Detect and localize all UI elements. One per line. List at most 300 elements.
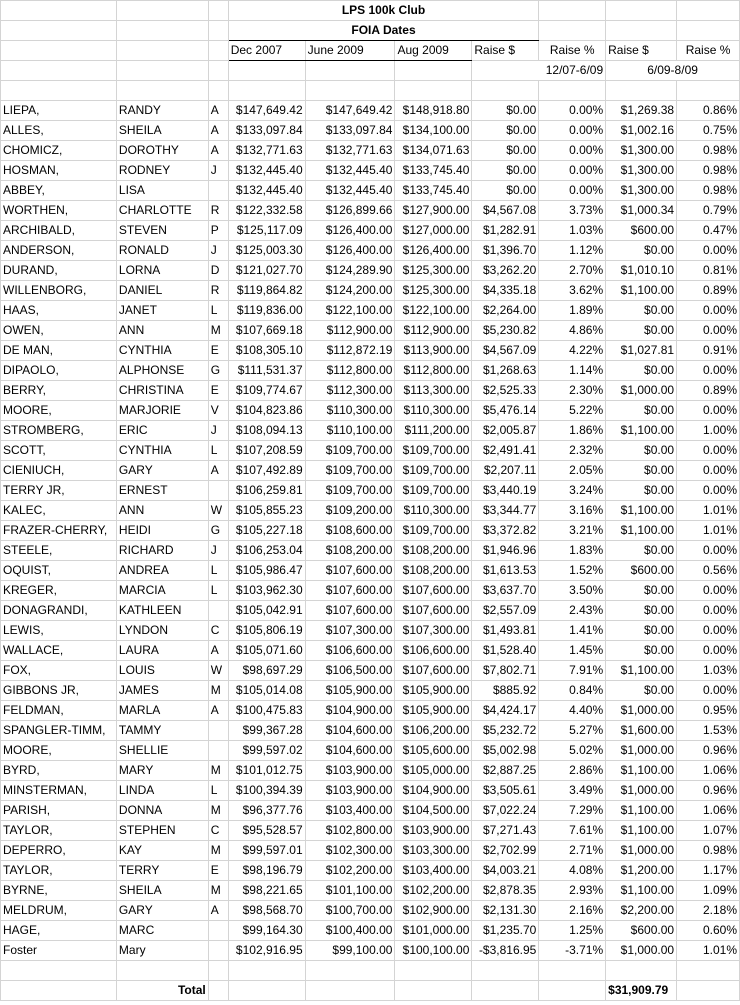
first-name: TERRY: [116, 861, 208, 881]
salary-dec-2007: $105,042.91: [228, 601, 305, 621]
raise-percent-2: 0.00%: [677, 681, 740, 701]
raise-percent-1: 5.02%: [539, 741, 606, 761]
subtitle-row: [1, 21, 740, 41]
last-name: FRAZER-CHERRY,: [1, 521, 117, 541]
middle-initial: A: [208, 121, 228, 141]
sheet-title: LPS 100k Club: [228, 1, 539, 21]
raise-amount-1: $5,002.98: [472, 741, 539, 761]
raise-amount-1: $2,131.30: [472, 901, 539, 921]
raise-percent-2: 0.98%: [677, 141, 740, 161]
salary-june-2009: $104,600.00: [305, 741, 395, 761]
header-raise-percent-2: Raise %: [677, 41, 740, 61]
table-row: [1, 861, 740, 881]
salary-aug-2009: $110,300.00: [395, 501, 472, 521]
last-name: DONAGRANDI,: [1, 601, 117, 621]
salary-dec-2007: $111,531.37: [228, 361, 305, 381]
salary-aug-2009: $112,900.00: [395, 321, 472, 341]
table-row: [1, 241, 740, 261]
raise-percent-2: 0.00%: [677, 621, 740, 641]
middle-initial: [208, 181, 228, 201]
middle-initial: M: [208, 681, 228, 701]
raise-amount-2: $600.00: [606, 221, 677, 241]
raise-amount-2: $1,300.00: [606, 141, 677, 161]
first-name: ANDREA: [116, 561, 208, 581]
salary-june-2009: $126,400.00: [305, 241, 395, 261]
middle-initial: J: [208, 241, 228, 261]
table-row: [1, 381, 740, 401]
raise-percent-1: 1.52%: [539, 561, 606, 581]
salary-june-2009: $112,900.00: [305, 321, 395, 341]
first-name: RODNEY: [116, 161, 208, 181]
first-name: MARY: [116, 761, 208, 781]
salary-dec-2007: $107,492.89: [228, 461, 305, 481]
salary-aug-2009: $100,100.00: [395, 941, 472, 961]
salary-dec-2007: $105,986.47: [228, 561, 305, 581]
first-name: DANIEL: [116, 281, 208, 301]
raise-amount-2: $1,269.38: [606, 101, 677, 121]
last-name: HAAS,: [1, 301, 117, 321]
header-june-2009: June 2009: [305, 41, 395, 61]
raise-percent-2: 0.89%: [677, 381, 740, 401]
middle-initial: W: [208, 661, 228, 681]
salary-aug-2009: $125,300.00: [395, 281, 472, 301]
raise-percent-1: 5.27%: [539, 721, 606, 741]
raise-percent-2: 1.53%: [677, 721, 740, 741]
salary-aug-2009: $105,600.00: [395, 741, 472, 761]
raise-percent-2: 0.00%: [677, 481, 740, 501]
last-name: MINSTERMAN,: [1, 781, 117, 801]
raise-amount-2: $1,100.00: [606, 421, 677, 441]
salary-june-2009: $107,600.00: [305, 581, 395, 601]
salary-dec-2007: $104,823.86: [228, 401, 305, 421]
salary-dec-2007: $99,597.02: [228, 741, 305, 761]
salary-aug-2009: $125,300.00: [395, 261, 472, 281]
salary-aug-2009: $102,900.00: [395, 901, 472, 921]
period-label-2: 6/09-8/09: [606, 61, 740, 81]
table-row: [1, 901, 740, 921]
raise-amount-1: $2,557.09: [472, 601, 539, 621]
salary-aug-2009: $134,071.63: [395, 141, 472, 161]
raise-percent-2: 0.00%: [677, 641, 740, 661]
raise-percent-1: 1.03%: [539, 221, 606, 241]
first-name: ALPHONSE: [116, 361, 208, 381]
raise-percent-2: 0.00%: [677, 581, 740, 601]
raise-amount-1: $5,230.82: [472, 321, 539, 341]
header-dec-2007: Dec 2007: [228, 41, 305, 61]
middle-initial: J: [208, 541, 228, 561]
salary-aug-2009: $113,900.00: [395, 341, 472, 361]
raise-percent-2: 0.47%: [677, 221, 740, 241]
table-row: [1, 741, 740, 761]
salary-dec-2007: $122,332.58: [228, 201, 305, 221]
salary-aug-2009: $110,300.00: [395, 401, 472, 421]
salary-aug-2009: $109,700.00: [395, 441, 472, 461]
middle-initial: [208, 601, 228, 621]
middle-initial: P: [208, 221, 228, 241]
raise-percent-2: 0.00%: [677, 241, 740, 261]
raise-percent-2: 0.75%: [677, 121, 740, 141]
raise-percent-2: 1.06%: [677, 761, 740, 781]
raise-amount-2: $0.00: [606, 541, 677, 561]
table-row: [1, 181, 740, 201]
raise-percent-1: 0.84%: [539, 681, 606, 701]
middle-initial: [208, 481, 228, 501]
salary-aug-2009: $101,000.00: [395, 921, 472, 941]
salary-dec-2007: $106,253.04: [228, 541, 305, 561]
first-name: LAURA: [116, 641, 208, 661]
raise-percent-1: 1.25%: [539, 921, 606, 941]
raise-amount-1: $1,268.63: [472, 361, 539, 381]
middle-initial: R: [208, 201, 228, 221]
salary-aug-2009: $103,400.00: [395, 861, 472, 881]
last-name: MOORE,: [1, 401, 117, 421]
last-name: OWEN,: [1, 321, 117, 341]
salary-aug-2009: $107,600.00: [395, 661, 472, 681]
salary-june-2009: $104,600.00: [305, 721, 395, 741]
raise-amount-2: $0.00: [606, 241, 677, 261]
last-name: KALEC,: [1, 501, 117, 521]
raise-percent-2: 1.03%: [677, 661, 740, 681]
raise-amount-1: $4,003.21: [472, 861, 539, 881]
first-name: LISA: [116, 181, 208, 201]
raise-amount-2: $1,000.00: [606, 941, 677, 961]
raise-amount-2: $600.00: [606, 561, 677, 581]
last-name: MOORE,: [1, 741, 117, 761]
raise-percent-2: 1.09%: [677, 881, 740, 901]
middle-initial: [208, 721, 228, 741]
last-name: Foster: [1, 941, 117, 961]
salary-dec-2007: $133,097.84: [228, 121, 305, 141]
table-row: [1, 461, 740, 481]
table-row: [1, 201, 740, 221]
raise-amount-2: $1,100.00: [606, 281, 677, 301]
last-name: STROMBERG,: [1, 421, 117, 441]
salary-aug-2009: $113,300.00: [395, 381, 472, 401]
raise-percent-1: 4.40%: [539, 701, 606, 721]
raise-percent-2: 0.95%: [677, 701, 740, 721]
middle-initial: G: [208, 361, 228, 381]
middle-initial: M: [208, 321, 228, 341]
middle-initial: J: [208, 161, 228, 181]
last-name: GIBBONS JR,: [1, 681, 117, 701]
last-name: PARISH,: [1, 801, 117, 821]
raise-amount-1: $2,264.00: [472, 301, 539, 321]
middle-initial: A: [208, 141, 228, 161]
last-name: LEWIS,: [1, 621, 117, 641]
last-name: STEELE,: [1, 541, 117, 561]
middle-initial: M: [208, 761, 228, 781]
middle-initial: [208, 741, 228, 761]
raise-amount-1: $5,232.72: [472, 721, 539, 741]
raise-amount-2: $1,000.00: [606, 381, 677, 401]
table-row: [1, 601, 740, 621]
middle-initial: E: [208, 861, 228, 881]
last-name: DURAND,: [1, 261, 117, 281]
raise-amount-2: $0.00: [606, 621, 677, 641]
total-label: Total: [116, 981, 208, 1001]
raise-percent-1: 3.16%: [539, 501, 606, 521]
raise-amount-1: $5,476.14: [472, 401, 539, 421]
raise-percent-1: 0.00%: [539, 101, 606, 121]
raise-percent-2: 0.00%: [677, 601, 740, 621]
salary-dec-2007: $99,597.01: [228, 841, 305, 861]
middle-initial: M: [208, 841, 228, 861]
salary-aug-2009: $109,700.00: [395, 521, 472, 541]
middle-initial: L: [208, 441, 228, 461]
first-name: GARY: [116, 901, 208, 921]
table-row: [1, 141, 740, 161]
last-name: DIPAOLO,: [1, 361, 117, 381]
middle-initial: [208, 921, 228, 941]
last-name: MELDRUM,: [1, 901, 117, 921]
first-name: ERNEST: [116, 481, 208, 501]
middle-initial: R: [208, 281, 228, 301]
table-row: [1, 501, 740, 521]
raise-amount-2: $0.00: [606, 321, 677, 341]
first-name: RICHARD: [116, 541, 208, 561]
salary-dec-2007: $107,208.59: [228, 441, 305, 461]
salary-june-2009: $126,899.66: [305, 201, 395, 221]
first-name: SHEILA: [116, 881, 208, 901]
header-aug-2009: Aug 2009: [395, 41, 472, 61]
salary-aug-2009: $109,700.00: [395, 481, 472, 501]
salary-aug-2009: $107,600.00: [395, 601, 472, 621]
raise-amount-2: $1,100.00: [606, 661, 677, 681]
raise-percent-1: 4.86%: [539, 321, 606, 341]
last-name: BYRD,: [1, 761, 117, 781]
last-name: BERRY,: [1, 381, 117, 401]
raise-amount-2: $0.00: [606, 601, 677, 621]
salary-june-2009: $102,300.00: [305, 841, 395, 861]
raise-percent-1: 3.50%: [539, 581, 606, 601]
salary-aug-2009: $105,900.00: [395, 681, 472, 701]
salary-dec-2007: $95,528.57: [228, 821, 305, 841]
table-row: [1, 761, 740, 781]
middle-initial: A: [208, 101, 228, 121]
middle-initial: [208, 941, 228, 961]
table-row: [1, 161, 740, 181]
middle-initial: W: [208, 501, 228, 521]
salary-dec-2007: $99,367.28: [228, 721, 305, 741]
middle-initial: C: [208, 821, 228, 841]
salary-aug-2009: $102,200.00: [395, 881, 472, 901]
header-raise-percent-1: Raise %: [539, 41, 606, 61]
header-row: [1, 41, 740, 61]
table-row: [1, 721, 740, 741]
middle-initial: D: [208, 261, 228, 281]
header-raise-amount-1: Raise $: [472, 41, 539, 61]
table-row: [1, 261, 740, 281]
first-name: MARCIA: [116, 581, 208, 601]
total-value: $31,909.79: [606, 981, 677, 1001]
raise-percent-1: 2.32%: [539, 441, 606, 461]
middle-initial: E: [208, 341, 228, 361]
raise-percent-1: 3.62%: [539, 281, 606, 301]
raise-amount-2: $2,200.00: [606, 901, 677, 921]
salary-aug-2009: $104,900.00: [395, 781, 472, 801]
last-name: TAYLOR,: [1, 821, 117, 841]
first-name: STEVEN: [116, 221, 208, 241]
salary-dec-2007: $119,836.00: [228, 301, 305, 321]
salary-dec-2007: $103,962.30: [228, 581, 305, 601]
middle-initial: A: [208, 641, 228, 661]
raise-percent-2: 0.89%: [677, 281, 740, 301]
raise-percent-1: 2.16%: [539, 901, 606, 921]
raise-amount-1: $3,372.82: [472, 521, 539, 541]
last-name: ALLES,: [1, 121, 117, 141]
table-row: [1, 481, 740, 501]
raise-amount-2: $1,002.16: [606, 121, 677, 141]
salary-dec-2007: $132,445.40: [228, 181, 305, 201]
raise-percent-2: 1.01%: [677, 521, 740, 541]
raise-amount-2: $1,027.81: [606, 341, 677, 361]
salary-aug-2009: $122,100.00: [395, 301, 472, 321]
salary-dec-2007: $132,445.40: [228, 161, 305, 181]
salary-june-2009: $103,400.00: [305, 801, 395, 821]
first-name: TAMMY: [116, 721, 208, 741]
sheet-subtitle: FOIA Dates: [228, 21, 539, 41]
raise-amount-2: $1,300.00: [606, 161, 677, 181]
salary-june-2009: $109,700.00: [305, 481, 395, 501]
salary-june-2009: $132,445.40: [305, 181, 395, 201]
table-row: [1, 101, 740, 121]
raise-amount-2: $0.00: [606, 481, 677, 501]
last-name: LIEPA,: [1, 101, 117, 121]
first-name: HEIDI: [116, 521, 208, 541]
raise-percent-1: 4.08%: [539, 861, 606, 881]
salary-dec-2007: $96,377.76: [228, 801, 305, 821]
raise-amount-1: $0.00: [472, 121, 539, 141]
raise-percent-1: 1.83%: [539, 541, 606, 561]
first-name: JANET: [116, 301, 208, 321]
salary-june-2009: $109,700.00: [305, 441, 395, 461]
salary-june-2009: $99,100.00: [305, 941, 395, 961]
raise-amount-1: $0.00: [472, 161, 539, 181]
middle-initial: A: [208, 901, 228, 921]
last-name: HAGE,: [1, 921, 117, 941]
salary-june-2009: $103,900.00: [305, 781, 395, 801]
raise-amount-1: $1,528.40: [472, 641, 539, 661]
salary-aug-2009: $133,745.40: [395, 181, 472, 201]
last-name: TERRY JR,: [1, 481, 117, 501]
raise-amount-1: $2,525.33: [472, 381, 539, 401]
salary-dec-2007: $105,227.18: [228, 521, 305, 541]
raise-amount-1: $3,505.61: [472, 781, 539, 801]
salary-dec-2007: $108,094.13: [228, 421, 305, 441]
table-row: [1, 641, 740, 661]
total-row: [1, 981, 740, 1001]
raise-amount-1: $2,491.41: [472, 441, 539, 461]
middle-initial: E: [208, 381, 228, 401]
salary-june-2009: $110,100.00: [305, 421, 395, 441]
raise-percent-2: 0.98%: [677, 161, 740, 181]
raise-percent-2: 0.96%: [677, 781, 740, 801]
raise-amount-2: $1,100.00: [606, 761, 677, 781]
period-label-1: 12/07-6/09: [472, 61, 606, 81]
raise-percent-2: 1.01%: [677, 501, 740, 521]
salary-june-2009: $109,200.00: [305, 501, 395, 521]
salary-june-2009: $109,700.00: [305, 461, 395, 481]
first-name: DOROTHY: [116, 141, 208, 161]
first-name: STEPHEN: [116, 821, 208, 841]
salary-dec-2007: $147,649.42: [228, 101, 305, 121]
raise-percent-1: 1.12%: [539, 241, 606, 261]
table-row: [1, 841, 740, 861]
last-name: CHOMICZ,: [1, 141, 117, 161]
salary-dec-2007: $121,027.70: [228, 261, 305, 281]
raise-amount-1: $1,613.53: [472, 561, 539, 581]
salary-june-2009: $112,800.00: [305, 361, 395, 381]
raise-percent-1: 1.45%: [539, 641, 606, 661]
raise-percent-2: 0.00%: [677, 401, 740, 421]
raise-percent-1: 0.00%: [539, 121, 606, 141]
first-name: CHRISTINA: [116, 381, 208, 401]
first-name: RANDY: [116, 101, 208, 121]
salary-june-2009: $104,900.00: [305, 701, 395, 721]
salary-june-2009: $107,300.00: [305, 621, 395, 641]
raise-percent-1: 2.71%: [539, 841, 606, 861]
raise-percent-2: 0.00%: [677, 541, 740, 561]
first-name: RONALD: [116, 241, 208, 261]
raise-amount-2: $0.00: [606, 581, 677, 601]
raise-amount-1: $3,440.19: [472, 481, 539, 501]
salary-dec-2007: $98,697.29: [228, 661, 305, 681]
salary-dec-2007: $107,669.18: [228, 321, 305, 341]
salary-dec-2007: $119,864.82: [228, 281, 305, 301]
raise-amount-2: $0.00: [606, 681, 677, 701]
raise-percent-2: 0.00%: [677, 461, 740, 481]
first-name: LOUIS: [116, 661, 208, 681]
raise-amount-2: $1,000.00: [606, 841, 677, 861]
raise-amount-2: $600.00: [606, 921, 677, 941]
raise-percent-1: 7.29%: [539, 801, 606, 821]
last-name: ANDERSON,: [1, 241, 117, 261]
salary-dec-2007: $98,221.65: [228, 881, 305, 901]
salary-aug-2009: $127,000.00: [395, 221, 472, 241]
table-row: [1, 301, 740, 321]
first-name: JAMES: [116, 681, 208, 701]
raise-amount-1: -$3,816.95: [472, 941, 539, 961]
salary-aug-2009: $107,600.00: [395, 581, 472, 601]
salary-aug-2009: $104,500.00: [395, 801, 472, 821]
middle-initial: A: [208, 461, 228, 481]
last-name: TAYLOR,: [1, 861, 117, 881]
table-row: [1, 581, 740, 601]
salary-june-2009: $133,097.84: [305, 121, 395, 141]
raise-percent-2: 1.01%: [677, 941, 740, 961]
raise-percent-2: 0.96%: [677, 741, 740, 761]
table-row: [1, 801, 740, 821]
last-name: DEPERRO,: [1, 841, 117, 861]
salary-dec-2007: $125,003.30: [228, 241, 305, 261]
first-name: Mary: [116, 941, 208, 961]
last-name: CIENIUCH,: [1, 461, 117, 481]
salary-dec-2007: $100,394.39: [228, 781, 305, 801]
salary-june-2009: $102,800.00: [305, 821, 395, 841]
salary-aug-2009: $106,200.00: [395, 721, 472, 741]
salary-dec-2007: $101,012.75: [228, 761, 305, 781]
raise-percent-1: 3.24%: [539, 481, 606, 501]
raise-percent-1: 1.14%: [539, 361, 606, 381]
salary-dec-2007: $105,071.60: [228, 641, 305, 661]
raise-amount-2: $1,000.00: [606, 741, 677, 761]
table-row: [1, 401, 740, 421]
first-name: ANN: [116, 501, 208, 521]
raise-percent-2: 0.81%: [677, 261, 740, 281]
table-row: [1, 561, 740, 581]
last-name: KREGER,: [1, 581, 117, 601]
table-row: [1, 281, 740, 301]
